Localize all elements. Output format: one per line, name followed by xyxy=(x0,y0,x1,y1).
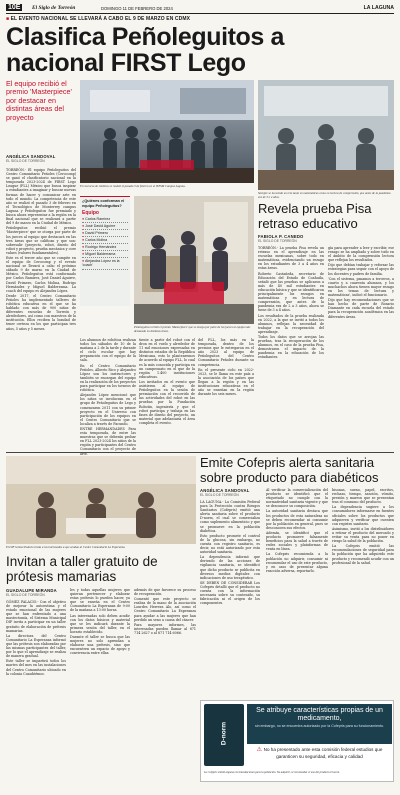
kicker-bullet: ■ xyxy=(6,16,11,22)
prosthesis-byline xyxy=(6,588,66,597)
team-photo xyxy=(134,196,254,324)
team-photo-caption: Peñoleguitos recibió el premio 'Masterpiece' que se otorga por parte de los jueces al equipo más destacado en distintas áreas. xyxy=(134,325,251,333)
pisa-photo xyxy=(258,80,394,190)
paper-name: El Siglo de Torreón xyxy=(32,5,76,11)
paragraph: En el presente ciclo en 2022-2023, se le llama en este país a la asociación de los países que llegan a la región y en las instituciones educativas en el año se enseñan en la región durante los seis meses. xyxy=(198,367,254,397)
paragraph: Dijo que debían trabajar y reforzar las estrategias para seguir con el apoyo de los docentes y padres de familia. xyxy=(328,263,394,276)
main-headline: Clasifica Peñoleguitos a nacional FIRST Lego xyxy=(6,23,284,77)
dnorm-notice xyxy=(247,747,392,759)
paragraph: del FLL, los más en la temporada, dentro de los premios que le entregaron en el año 2023 al equipo de Peñoleguitos del Centro Comunitario Peñoles durante su competencia. xyxy=(198,338,254,367)
dnorm-banner-line1: Se atribuye características propias de un medicamento, xyxy=(256,707,383,723)
paragraph: La autoridad sanitaria destaca que los productos de esta naturaleza no se deben recomendar ni consumir por la población en general, pues se desconocen sus efectos. xyxy=(266,509,328,530)
pisa-col-2 xyxy=(328,246,394,320)
paragraph: Desde 2017, el Centro Comunitario Peñoles ha implementado talleres de robótica educativa en el que se ha hablado con más de 900 niños de diferentes escuelas de Torreón y alrededores, así como con maestros de la institución. Ellos reciben la bondad de tener certeza en los que participan tres años, 5 años y 5 meses. xyxy=(6,293,76,331)
dnorm-product-box xyxy=(204,704,244,766)
group-photo-caption: El concurso de robótica se realizó el pasado 3 de febrero en el ITESM Campus Laguna. xyxy=(80,184,186,188)
byline-city: EL SIGLO DE TORREÓN xyxy=(6,159,45,163)
team-member: ● Alejandra López es la 'coach' xyxy=(82,258,128,269)
paragraph: La directora del Centro Comunitario La Esperanza informó que las prótesis son elaboradas por las mismas participantes del taller, por lo que el aprendizaje se realiza de manera gradual. xyxy=(6,633,66,659)
paragraph: Peñoleguitos recibió el premio 'Masterpiece' que se otorga por parte de los jueces al equipo que destacará en las tres áreas que se califican y que son: sobresalir (proyecto, robot, diseño del robot y proyecto, prueba mecánica y core values (valores fundamentales). xyxy=(6,226,76,255)
paragraph: Además, se identificó que el producto promueve falsamente beneficios para la salud a través de redes sociales y plataformas de venta en línea. xyxy=(266,530,328,552)
byline-name: FABIOLA P. CANEDO xyxy=(258,234,304,239)
team-box-heading: Equipo xyxy=(82,210,99,217)
paragraph: Comentó que este proyecto se realiza de la mano de la asociación Lourdes Herrera Alo, así como el Centro Comunitario La Esperanza para ayudar a las mujeres que han perdido un seno a causa del cáncer. xyxy=(134,597,196,622)
paragraph: Al verificar la comercialización del producto se identificó que el etiquetado no cumple con la normatividad sanitaria vigente y que se desconoce su composición. xyxy=(266,488,328,509)
byline-city: EL SIGLO DE TORREÓN xyxy=(6,593,45,597)
cofepris-photo-image xyxy=(6,456,196,544)
warning-icon: ⚠ xyxy=(256,747,264,753)
paragraph: Los alumnos de robótica realizan todos los sábados de 10 de la mañana a 2 de la tarde y durante el ciclo escolar que hay preparación con el equipo de la sala. xyxy=(80,338,136,363)
cofepris-photo xyxy=(6,456,196,544)
paragraph: TORREÓN.- La prueba Pisa revela un retraso en el aprendizaje en las escuelas mexicanas, sobre todo en matemáticas, evidenciando un rezago en los estudiantes de 3 a 4 años en estas áreas. xyxy=(258,246,324,271)
paragraph: Este taller se impartirá todos los martes del mes en las instalaciones del Centro Comunitario ubicado en la colonia Cuauhtémoc. xyxy=(6,659,66,676)
cofepris-col-3 xyxy=(332,488,394,566)
dnorm-banner-line2: sin embargo, no se encuentra autorizado por la Cofepris para su funcionamiento. xyxy=(254,724,385,729)
paragraph: Todos los datos que se arrojan las pruebas, tras la recuperación de los alumnos, en el caso de la prueba Pisa, demostraron el impacto de la pandemia en la educación de los estudiantes. xyxy=(258,334,324,360)
paragraph: además de que favorece su proceso de recuperación. xyxy=(134,588,196,597)
pisa-col-1 xyxy=(258,246,324,361)
team-member: ● David Primero xyxy=(82,230,128,237)
main-byline xyxy=(6,154,76,163)
paragraph: TORREÓN.- El equipo Peñoleguitos del Centro Comunitario Peñoles (Cerocomp) se ganó el clasificatorio nacional en la temporada 2023-2024 de FIRST Lego League (FLL) México que busca inspirar a estudiantes a imaginar y buscar nuevas formas de hacer y comunicar arte en todo el mundo. La competencia de este año se realizó el pasado 3 de febrero en el Tecnológico de Monterrey campus Laguna y Peñoleguitos fue premiado y busca ahora representar a la región en la final nacional que se realizará a partir del 9 de marzo en la Ciudad de México. xyxy=(6,168,76,226)
byline-name: ANGÉLICA SANDOVAL xyxy=(200,488,250,493)
kicker xyxy=(6,16,306,22)
prosthesis-col-2 xyxy=(70,588,130,657)
cofepris-col-1 xyxy=(200,500,260,606)
paragraph: Roberto Castañeda, secretario de Educación del Estado de Coahuila, señaló que las pruebas se aplicaron a más de 40 mil estudiantes en educación básica y que se identificaron principalmente los rezagos en matemáticas y en lectura de comprensión, que antes de la pandemia era de 2 a 3 años, ahora se tiene de 3 a 4 años. xyxy=(258,271,324,313)
prosthesis-col-1 xyxy=(6,600,66,677)
byline-city: EL SIGLO DE TORREÓN xyxy=(258,239,297,243)
dnorm-product-label: D-norm xyxy=(220,721,228,746)
paragraph: SE DEBEN DE CONSIDERAR Los Cofepris detalló que el producto no cuenta con la información necesaria sobre su contenido, su fabricación ni el origen de los componentes. xyxy=(200,580,260,606)
paragraph: bisonas, sueno, papel, escritos, rechazo, tiempo, sanción, vómito, presión y mareos que se presentan tras el consumo del producto. xyxy=(332,488,394,505)
dnorm-banner xyxy=(247,704,392,744)
dnorm-notice-text: No ha presentado ante esta comisión federal estudios que garanticen su seguridad, eficacia y calidad xyxy=(263,747,383,759)
pisa-photo-caption: Siempre se ha tenido un reto tanto en matemáticas como en lectura de comprensión, que antes de la pandemia era de 3 o 4 años. xyxy=(258,191,391,199)
paragraph: Alejandro López mencionó que los niños se involucran en el grupo de Peñoleguitos de Lego y comenzaron 2011 con su primer proyecto en el Universo con participación de los equipos en el Centro Comunitario que se localiza a través de Facundo. xyxy=(80,393,136,426)
byline-name: ANGÉLICA SANDOVAL xyxy=(6,154,56,159)
byline-name: GUADALUPE MIRANDA xyxy=(6,588,57,593)
paragraph: tiente a partir del robot con el dron en el vuelo y alrededor de 11 mil emociones expresadas en distintos estados de la República Mexicana, esto lo plantearemos de acuerdo al equipo FLL, lo cual es la más conocida y participa en un campeonato en el que de la región 1.400 instituciones educativas. xyxy=(139,338,196,379)
main-col-1 xyxy=(6,168,76,332)
masthead xyxy=(6,3,394,14)
main-story xyxy=(6,79,254,456)
cofepris-headline: Emite Cofepris alerta sanitaria sobre producto para diabéticos xyxy=(200,455,379,485)
main-col-4 xyxy=(198,338,254,397)
paragraph: les y todas aquellas mujeres que quieran pertenecer y elaborar estas prótesis lo pueden hacer, ya que se enseña en el Centro Comunitario La Esperanza de 9:00 de la mañana a 13:00 horas. xyxy=(70,588,130,613)
paragraph: Los resultados de la prueba realizada en 2022, a la que se invitó a todos los alumnos, reflejan la necesidad de trabajar en la recuperación del aprendizaje. xyxy=(258,313,324,334)
paragraph: Las interesadas solo deben acudir con los datos básicos y material que se les indicará durante la primera sesión del taller, en el horario establecido. xyxy=(70,613,130,634)
paragraph: Esto producto promete el control de la glucosa, sin embargo, no cuenta con registro sanitario, es decir, no está autorizado por esta autoridad sanitaria. xyxy=(200,533,260,555)
paragraph: En el Centro Comunitario Peñoles, Alberto Rico y Alejandro López son los instructores y también se encargan del equipo en la realización de los proyectos para participar en los torneos de robótica. xyxy=(80,363,136,393)
team-member: ● Carlos Molina xyxy=(82,237,128,244)
cofepris-byline xyxy=(200,488,260,497)
paragraph: Dijo que hay recomendaciones que se han hecho de parte de Rosario Diamante en cada escuela del estado para la recuperación académica en las diferentes áreas. xyxy=(328,298,394,319)
prosthesis-headline: Invitan a taller gratuito de prótesis mamarias xyxy=(6,554,158,584)
paragraph: La Cofepris recomienda a la población no adquirir, consumir ni recomendar el uso de este producto, y en caso de presentar alguna reacción adversa, reportarlo. xyxy=(266,552,328,573)
paragraph: ENTRE HERMANDADES Para esta temporada, de entre las muestras que se deberán probar en FLL 2023-2024 los niños de la región y participantes del Centro Comunitario con el proyecto de arte. xyxy=(80,426,136,456)
ad-photo-caption: La Cofepris emitió algunas recomendaciones para la población. No adquirir, ni recomendar el uso del producto D-norm. xyxy=(204,771,340,774)
pisa-byline xyxy=(258,234,324,243)
team-member: ● José David Aguirre xyxy=(82,223,128,230)
paragraph: 'Con el sistema, pasamos a terceros, a cuarto y a cuarenta alumnos, y los muchachos ahora tienen mayor rezago en los temas de lectura y matemáticas', indicó el funcionario. xyxy=(328,276,394,298)
team-box xyxy=(80,196,130,306)
pisa-photo-image xyxy=(258,80,394,190)
main-deck: El equipo recibió el premio 'Masterpiece' por destacar en distintas áreas del proyecto xyxy=(6,79,72,122)
cofepris-photo-caption: El DIF Gómez Palacio invita a los interesados a que acudan al Centro Comunitario La Esperanza. xyxy=(6,545,126,549)
group-photo-image xyxy=(80,80,254,183)
paragraph: Para mayores informes, las interesadas pueden llamar al 871 714 2627 o al 871 714 6066. xyxy=(134,622,196,635)
cofepris-col-2 xyxy=(266,488,328,574)
main-col-2 xyxy=(80,338,136,457)
team-member: ● Carlos Ramírez xyxy=(82,216,128,223)
paragraph: LA LAGUNA.- La Comisión Federal para la Protección contra Riesgos Sanitarios (Cofepris) emitió una alerta sanitaria sobre el producto D-norm, el cual se comercializa como suplemento alimenticio y que se promueve en la población diabética. xyxy=(200,500,260,533)
team-member: ● Rodrigo Hernández xyxy=(82,244,128,251)
kicker-text: EL EVENTO NACIONAL SE LLEVARÁ A CABO EL 9 DE MARZO EN CDMX xyxy=(10,16,191,22)
main-col-3 xyxy=(139,338,195,426)
paragraph: gía para aprender a leer y escribir, ese rezago se ha ampliado y sobre todo en el ámbito de la comprensión lectora que reflejan los resultados. xyxy=(328,246,394,263)
prosthesis-col-3 xyxy=(134,588,196,636)
paragraph: Este es el tercer año que se compite en el equipo de Cerocomp y el evento nacional se llevará a cabo el próximo sábado 9 de marzo en la Ciudad de México. Peñoleguitos está conformado por Carlos Ramírez, José Daniel Aguirre, David Primero, Carlos Molina, Rodrigo Hernández y Miguel Balderrama. La coach del equipo es Alejandra López. xyxy=(6,255,76,293)
paragraph: Durante el taller se busca que las mujeres no solo aprendan a elaborar una prótesis, sino que encuentren un espacio de apoyo y convivencia entre ellas. xyxy=(70,635,130,656)
group-photo xyxy=(80,80,254,183)
byline-city: EL SIGLO DE TORREÓN xyxy=(200,493,239,497)
pisa-headline: Revela prueba Pisa retraso educativo xyxy=(258,201,372,231)
section-name: LA LAGUNA xyxy=(363,5,394,11)
section-divider xyxy=(6,452,394,453)
issue-date: DOMINGO 11 DE FEBRERO DE 2024 xyxy=(101,5,173,11)
paragraph: La dependencia informó que derivado de las acciones de vigilancia sanitaria, se identificó que dicho producto se publicita en diversos medios digitales con indicaciones de uso terapéutico. xyxy=(200,555,260,580)
paragraph: Los invitados en el evento que asistieron al equipo de Peñoleguitos en la sesión de premiación con el recorrido de las actividades del robot en las pruebas por la Fundación Robotix, ingeniería y que el robot participa y trabaja en las fases de diseño del proyecto, un material que adelantaría el área completa el evento. xyxy=(139,379,195,425)
team-box-question: ¿Quiénes conforman el equipo Peñoleguitos? xyxy=(82,199,125,208)
paragraph: La dependencia sugiere a los consumidores informarse en fuentes oficiales sobre los productos que adquieren y verificar que cuenten con registro sanitario. xyxy=(332,505,394,526)
page-number: 10E xyxy=(8,4,21,11)
team-photo-image xyxy=(134,196,254,324)
paragraph: Asimismo, invitó a los distribuidores a retirar el producto del mercado y evitar su venta para no poner en riesgo la salud de la población. xyxy=(332,526,394,544)
dnorm-infographic xyxy=(200,700,394,782)
team-member: ● Miguel Balderrama xyxy=(82,251,128,258)
paragraph: La Cofepris emitió las recomendaciones de seguridad para la población que ha adquirido este producto y recomendó acudir con un profesional de la salud. xyxy=(332,544,394,565)
paragraph: GÓMEZ PALACIO.- Con el objetivo de mejorar la autoestima y el estado emocional de las mujeres que se han enfrentado a una mastectomía, el Sistema Municipal DIF invita a participar en un taller gratuito de elaboración de prótesis mamarias. xyxy=(6,600,66,633)
